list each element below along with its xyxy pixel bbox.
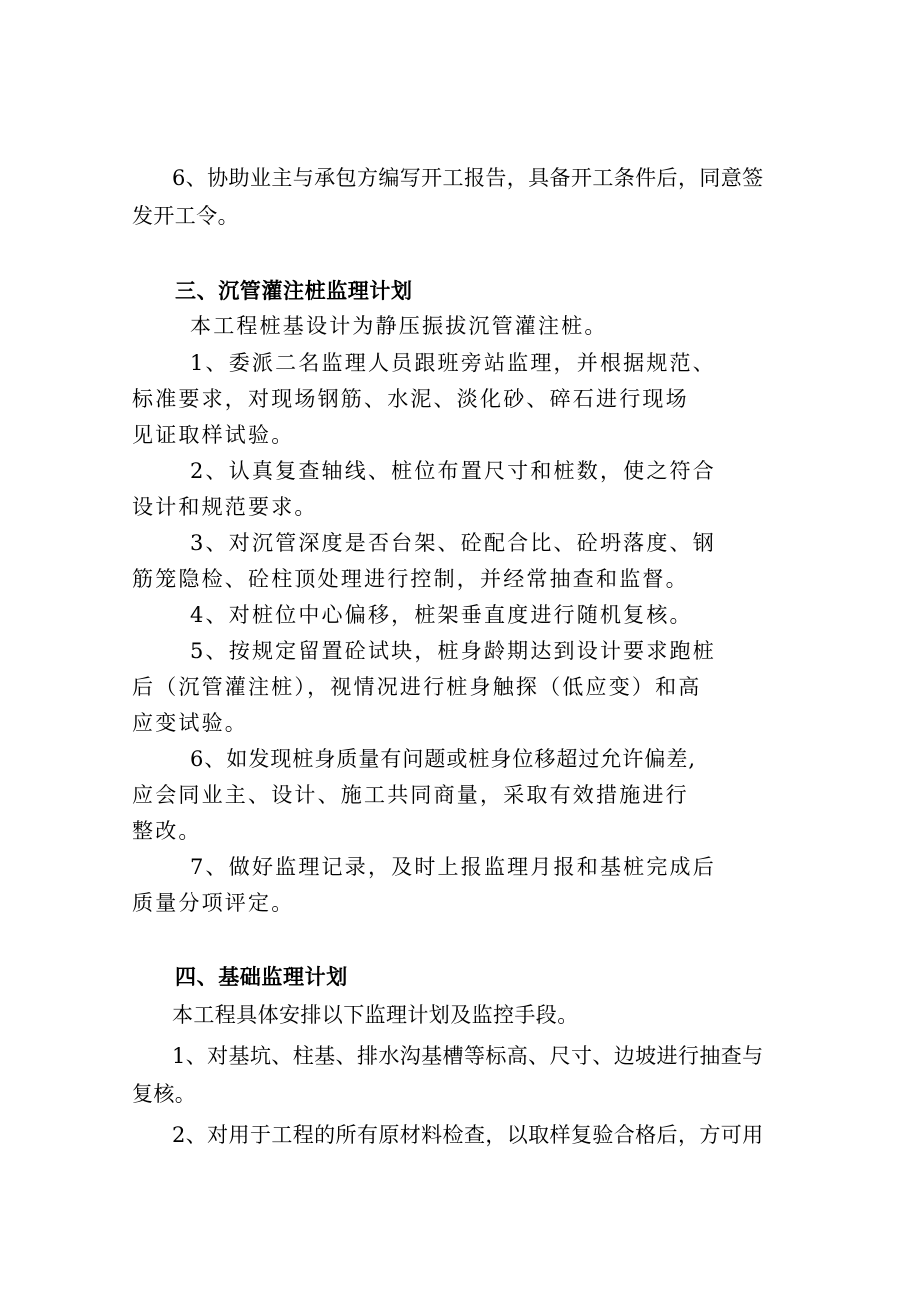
paragraph-line: 5、按规定留置砼试块，桩身龄期达到设计要求跑桩: [190, 639, 716, 663]
section-heading: 三、沉管灌注桩监理计划: [175, 278, 413, 303]
paragraph-line: 2、认真复查轴线、桩位布置尺寸和桩数，使之符合: [190, 459, 716, 483]
paragraph-line: 发开工令。: [132, 204, 239, 228]
paragraph-line: 1、委派二名监理人员跟班旁站监理，并根据规范、: [190, 351, 716, 375]
paragraph-line: 6、协助业主与承包方编写开工报告，具备开工条件后，同意签: [172, 166, 764, 190]
paragraph-line: 后（沉管灌注桩），视情况进行桩身触探（低应变）和高: [132, 675, 702, 699]
section-heading: 四、基础监理计划: [175, 964, 348, 989]
paragraph-line: 4、对桩位中心偏移，桩架垂直度进行随机复核。: [190, 603, 693, 627]
paragraph-line: 复核。: [132, 1082, 197, 1106]
section-intro: 本工程桩基设计为静压振拔沉管灌注桩。: [190, 314, 608, 338]
paragraph-line: 应变试验。: [132, 711, 248, 735]
paragraph-line: 7、做好监理记录，及时上报监理月报和基桩完成后: [190, 855, 716, 879]
paragraph-line: 2、对用于工程的所有原材料检查，以取样复验合格后，方可用: [172, 1123, 764, 1147]
paragraph-line: 应会同业主、设计、施工共同商量，采取有效措施进行: [132, 783, 689, 807]
paragraph-line: 3、对沉管深度是否台架、砼配合比、砼坍落度、钢: [190, 531, 716, 555]
paragraph-line: 1、对基坑、柱基、排水沟基槽等标高、尺寸、边坡进行抽查与: [172, 1044, 764, 1068]
paragraph-line: 标准要求，对现场钢筋、水泥、淡化砂、碎石进行现场: [132, 387, 689, 411]
paragraph-line: 设计和规范要求。: [132, 495, 318, 519]
paragraph-line: 筋笼隐检、砼柱顶处理进行控制，并经常抽查和监督。: [132, 567, 689, 591]
paragraph-line: 整改。: [132, 819, 202, 843]
paragraph-line: 质量分项评定。: [132, 891, 295, 915]
section-intro: 本工程具体安排以下监理计划及监控手段。: [172, 1003, 579, 1027]
paragraph-line: 见证取样试验。: [132, 423, 295, 447]
paragraph-line: 6、如发现桩身质量有问题或桩身位移超过允许偏差,: [190, 747, 697, 771]
